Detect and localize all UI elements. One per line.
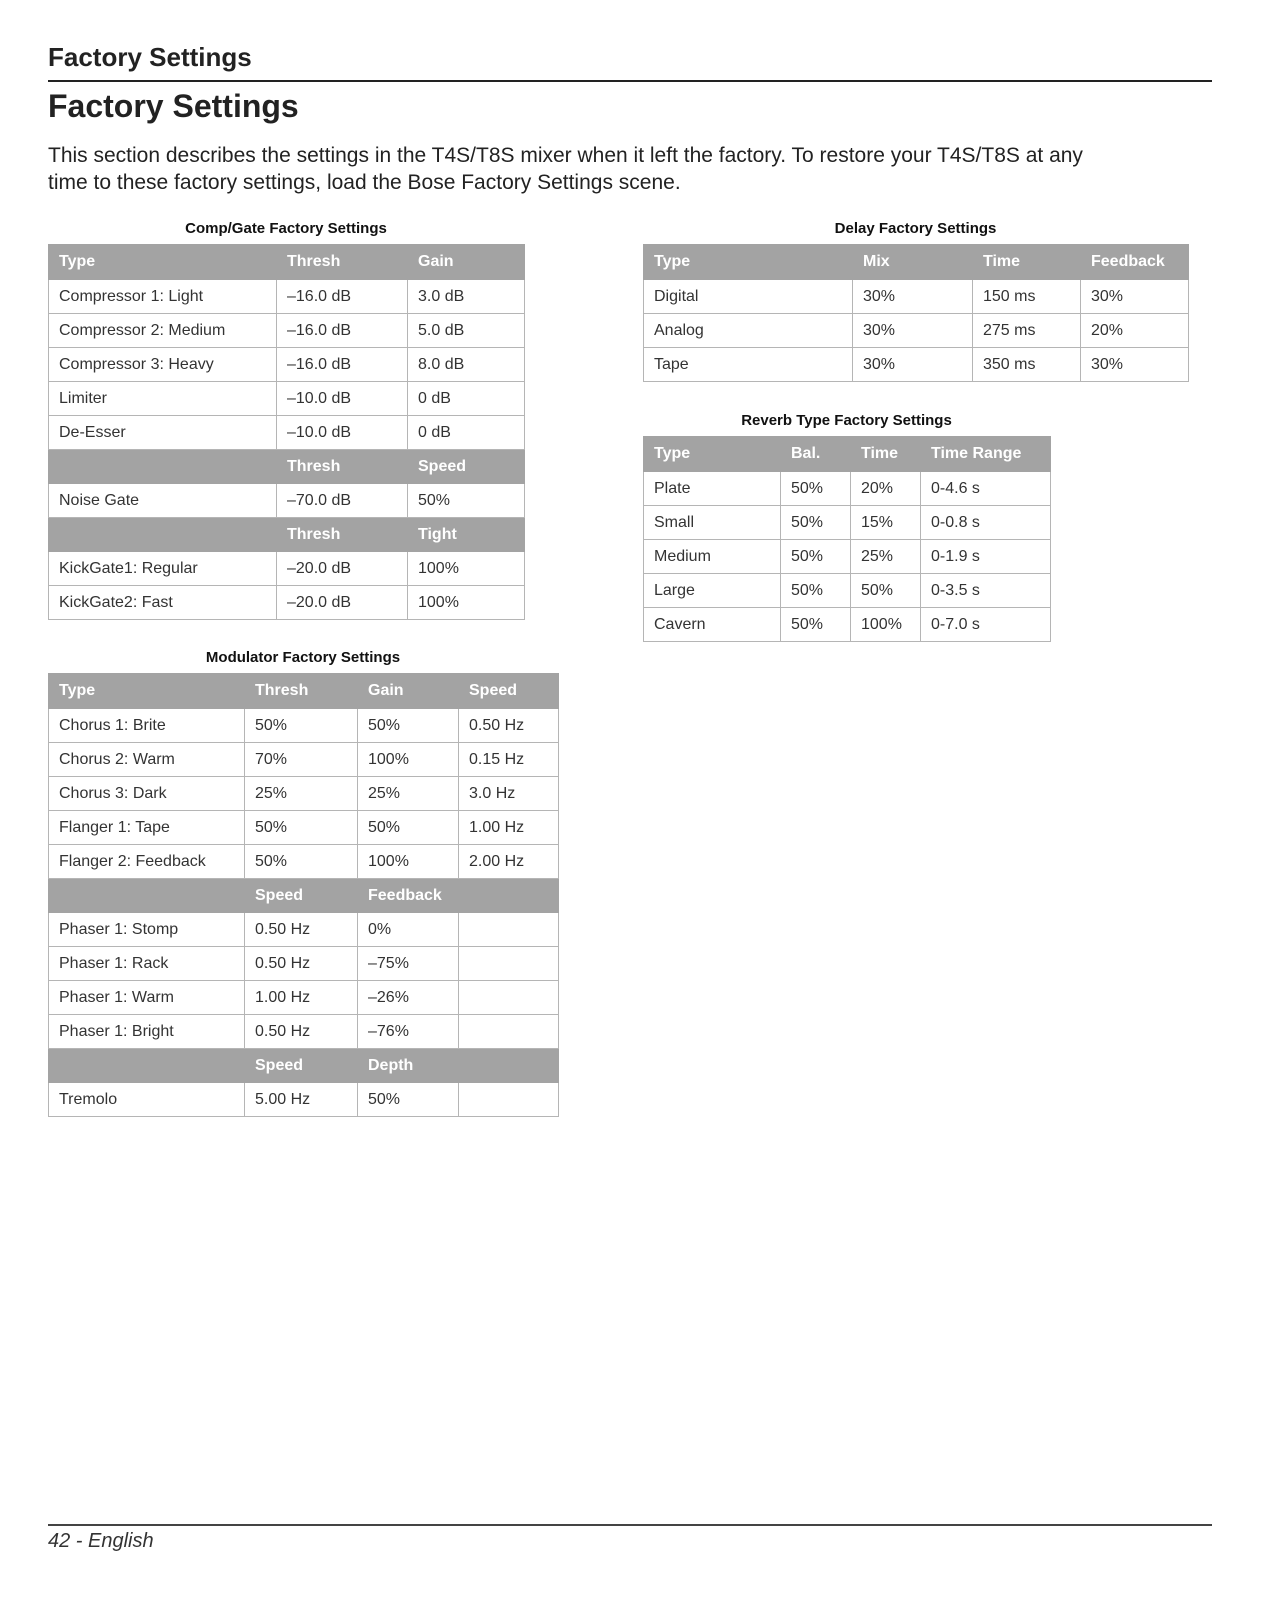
column-header: Bal. xyxy=(781,437,851,472)
modulator-block xyxy=(48,647,558,1117)
table-cell: Tremolo xyxy=(49,1083,245,1117)
table-row xyxy=(49,586,525,620)
table-cell: –10.0 dB xyxy=(277,416,408,450)
table-cell: Noise Gate xyxy=(49,484,277,518)
table-subheader-row xyxy=(49,879,559,913)
table-cell xyxy=(49,1049,245,1083)
table-cell: 0-7.0 s xyxy=(921,608,1051,642)
table-cell: 275 ms xyxy=(973,314,1081,348)
table-cell: 20% xyxy=(1081,314,1189,348)
table-cell: –10.0 dB xyxy=(277,382,408,416)
table-cell xyxy=(459,1083,559,1117)
column-header: Gain xyxy=(408,245,525,280)
table-cell xyxy=(459,879,559,913)
table-header-row xyxy=(49,245,525,280)
table-cell: 350 ms xyxy=(973,348,1081,382)
section-header: Factory Settings xyxy=(48,42,252,72)
table-cell: –75% xyxy=(358,947,459,981)
table-cell: 30% xyxy=(853,280,973,314)
table-cell: 0.50 Hz xyxy=(245,1015,358,1049)
reverb-caption: Reverb Type Factory Settings xyxy=(741,412,952,429)
table-cell xyxy=(459,947,559,981)
table-row xyxy=(49,1015,559,1049)
table-row xyxy=(49,348,525,382)
table-cell: 2.00 Hz xyxy=(459,845,559,879)
table-cell: 50% xyxy=(408,484,525,518)
table-cell: 50% xyxy=(781,472,851,506)
table-cell: Thresh xyxy=(277,450,408,484)
table-cell: 100% xyxy=(358,743,459,777)
table-subheader-row xyxy=(49,1049,559,1083)
table-row xyxy=(49,1083,559,1117)
table-cell: 50% xyxy=(245,811,358,845)
table-cell: 20% xyxy=(851,472,921,506)
table-row xyxy=(644,472,1051,506)
column-header: Speed xyxy=(459,674,559,709)
table-cell: 1.00 Hz xyxy=(245,981,358,1015)
column-header: Mix xyxy=(853,245,973,280)
column-header: Time xyxy=(851,437,921,472)
table-cell: 50% xyxy=(358,1083,459,1117)
table-cell: 0 dB xyxy=(408,382,525,416)
table-cell: 50% xyxy=(245,709,358,743)
page-title: Factory Settings xyxy=(48,88,299,124)
table-cell: 25% xyxy=(358,777,459,811)
table-cell: 25% xyxy=(245,777,358,811)
page-number: 42 - English xyxy=(48,1530,154,1552)
table-cell: Phaser 1: Rack xyxy=(49,947,245,981)
table-row xyxy=(49,845,559,879)
table-cell: KickGate1: Regular xyxy=(49,552,277,586)
table-cell: 3.0 dB xyxy=(408,280,525,314)
table-cell: 15% xyxy=(851,506,921,540)
table-cell: Speed xyxy=(245,1049,358,1083)
table-cell: 30% xyxy=(853,314,973,348)
footer-divider xyxy=(48,1524,1212,1526)
table-cell: 50% xyxy=(781,608,851,642)
table-cell: 50% xyxy=(358,811,459,845)
table-cell: Compressor 3: Heavy xyxy=(49,348,277,382)
table-cell: KickGate2: Fast xyxy=(49,586,277,620)
table-cell: 50% xyxy=(781,540,851,574)
table-cell: Compressor 1: Light xyxy=(49,280,277,314)
table-row xyxy=(49,743,559,777)
table-cell: 100% xyxy=(408,552,525,586)
table-cell: –26% xyxy=(358,981,459,1015)
table-row xyxy=(644,540,1051,574)
table-cell: Small xyxy=(644,506,781,540)
table-header-row xyxy=(49,674,559,709)
table-cell: 5.00 Hz xyxy=(245,1083,358,1117)
table-row xyxy=(49,416,525,450)
table-cell: 0-1.9 s xyxy=(921,540,1051,574)
table-row xyxy=(49,280,525,314)
table-cell: 50% xyxy=(781,506,851,540)
table-cell: Speed xyxy=(245,879,358,913)
table-cell: 0-4.6 s xyxy=(921,472,1051,506)
modulator-table xyxy=(48,673,559,1117)
table-cell: –20.0 dB xyxy=(277,586,408,620)
table-cell: 50% xyxy=(781,574,851,608)
table-header-row xyxy=(644,245,1189,280)
table-cell: Speed xyxy=(408,450,525,484)
table-header-row xyxy=(644,437,1051,472)
table-row xyxy=(49,947,559,981)
table-cell: –16.0 dB xyxy=(277,314,408,348)
table-cell: Flanger 1: Tape xyxy=(49,811,245,845)
table-cell: 0% xyxy=(358,913,459,947)
table-cell: 50% xyxy=(358,709,459,743)
column-header: Thresh xyxy=(277,245,408,280)
table-cell xyxy=(49,450,277,484)
table-cell: 100% xyxy=(358,845,459,879)
table-cell: 0.50 Hz xyxy=(459,709,559,743)
delay-table xyxy=(643,244,1189,382)
table-cell: 0 dB xyxy=(408,416,525,450)
column-header: Feedback xyxy=(1081,245,1189,280)
table-cell: 30% xyxy=(1081,348,1189,382)
table-cell: 0.50 Hz xyxy=(245,913,358,947)
table-cell: –70.0 dB xyxy=(277,484,408,518)
table-cell xyxy=(49,518,277,552)
table-row xyxy=(49,981,559,1015)
table-row xyxy=(49,484,525,518)
column-header: Thresh xyxy=(245,674,358,709)
table-row xyxy=(49,552,525,586)
table-cell: Chorus 3: Dark xyxy=(49,777,245,811)
table-cell: De-Esser xyxy=(49,416,277,450)
table-row xyxy=(49,777,559,811)
table-row xyxy=(644,574,1051,608)
table-cell: 0-3.5 s xyxy=(921,574,1051,608)
column-header: Gain xyxy=(358,674,459,709)
table-row xyxy=(644,506,1051,540)
table-cell: 8.0 dB xyxy=(408,348,525,382)
table-cell: Flanger 2: Feedback xyxy=(49,845,245,879)
table-cell: Large xyxy=(644,574,781,608)
table-cell: 50% xyxy=(851,574,921,608)
table-cell: 100% xyxy=(851,608,921,642)
table-cell xyxy=(49,879,245,913)
column-header: Type xyxy=(644,245,853,280)
table-cell: 25% xyxy=(851,540,921,574)
table-cell xyxy=(459,1049,559,1083)
table-cell: Tape xyxy=(644,348,853,382)
table-cell: Digital xyxy=(644,280,853,314)
table-cell: Analog xyxy=(644,314,853,348)
table-cell: –76% xyxy=(358,1015,459,1049)
table-cell: 0.50 Hz xyxy=(245,947,358,981)
table-cell xyxy=(459,981,559,1015)
table-subheader-row xyxy=(49,450,525,484)
table-cell: 150 ms xyxy=(973,280,1081,314)
table-subheader-row xyxy=(49,518,525,552)
table-cell: Phaser 1: Bright xyxy=(49,1015,245,1049)
table-row xyxy=(49,913,559,947)
table-cell: Cavern xyxy=(644,608,781,642)
delay-caption: Delay Factory Settings xyxy=(834,220,997,237)
table-row xyxy=(49,811,559,845)
table-cell: 30% xyxy=(1081,280,1189,314)
table-row xyxy=(644,280,1189,314)
table-cell xyxy=(459,1015,559,1049)
comp-gate-block xyxy=(48,218,524,620)
table-cell: Depth xyxy=(358,1049,459,1083)
table-cell: –16.0 dB xyxy=(277,348,408,382)
reverb-block xyxy=(643,410,1050,642)
table-cell: Feedback xyxy=(358,879,459,913)
comp-gate-table xyxy=(48,244,525,620)
intro-paragraph: This section describes the settings in the T4S/T8S mixer when it left the factory. To restore your T4S/T8S at any time to these factory settings, load the Bose Factory Settings scene. xyxy=(48,144,1083,194)
table-cell: Phaser 1: Stomp xyxy=(49,913,245,947)
header-divider xyxy=(48,80,1212,82)
table-cell: Plate xyxy=(644,472,781,506)
table-cell: 50% xyxy=(245,845,358,879)
table-row xyxy=(644,608,1051,642)
table-cell: Phaser 1: Warm xyxy=(49,981,245,1015)
table-cell: Chorus 1: Brite xyxy=(49,709,245,743)
delay-block xyxy=(643,218,1188,382)
table-row xyxy=(49,314,525,348)
table-cell: –16.0 dB xyxy=(277,280,408,314)
column-header: Time Range xyxy=(921,437,1051,472)
table-cell: 70% xyxy=(245,743,358,777)
table-cell: Medium xyxy=(644,540,781,574)
column-header: Type xyxy=(49,245,277,280)
table-cell: –20.0 dB xyxy=(277,552,408,586)
table-cell: 3.0 Hz xyxy=(459,777,559,811)
table-row xyxy=(644,314,1189,348)
column-header: Time xyxy=(973,245,1081,280)
table-cell: Thresh xyxy=(277,518,408,552)
table-cell: 5.0 dB xyxy=(408,314,525,348)
reverb-table xyxy=(643,436,1051,642)
modulator-caption: Modulator Factory Settings xyxy=(205,649,401,666)
table-cell: Limiter xyxy=(49,382,277,416)
table-cell: 0.15 Hz xyxy=(459,743,559,777)
table-cell: 100% xyxy=(408,586,525,620)
comp-gate-caption: Comp/Gate Factory Settings xyxy=(185,220,387,237)
table-row xyxy=(49,382,525,416)
table-cell: Tight xyxy=(408,518,525,552)
table-row xyxy=(644,348,1189,382)
table-cell: Compressor 2: Medium xyxy=(49,314,277,348)
table-cell xyxy=(459,913,559,947)
table-cell: 30% xyxy=(853,348,973,382)
table-row xyxy=(49,709,559,743)
table-cell: 0-0.8 s xyxy=(921,506,1051,540)
table-cell: Chorus 2: Warm xyxy=(49,743,245,777)
column-header: Type xyxy=(644,437,781,472)
table-cell: 1.00 Hz xyxy=(459,811,559,845)
column-header: Type xyxy=(49,674,245,709)
